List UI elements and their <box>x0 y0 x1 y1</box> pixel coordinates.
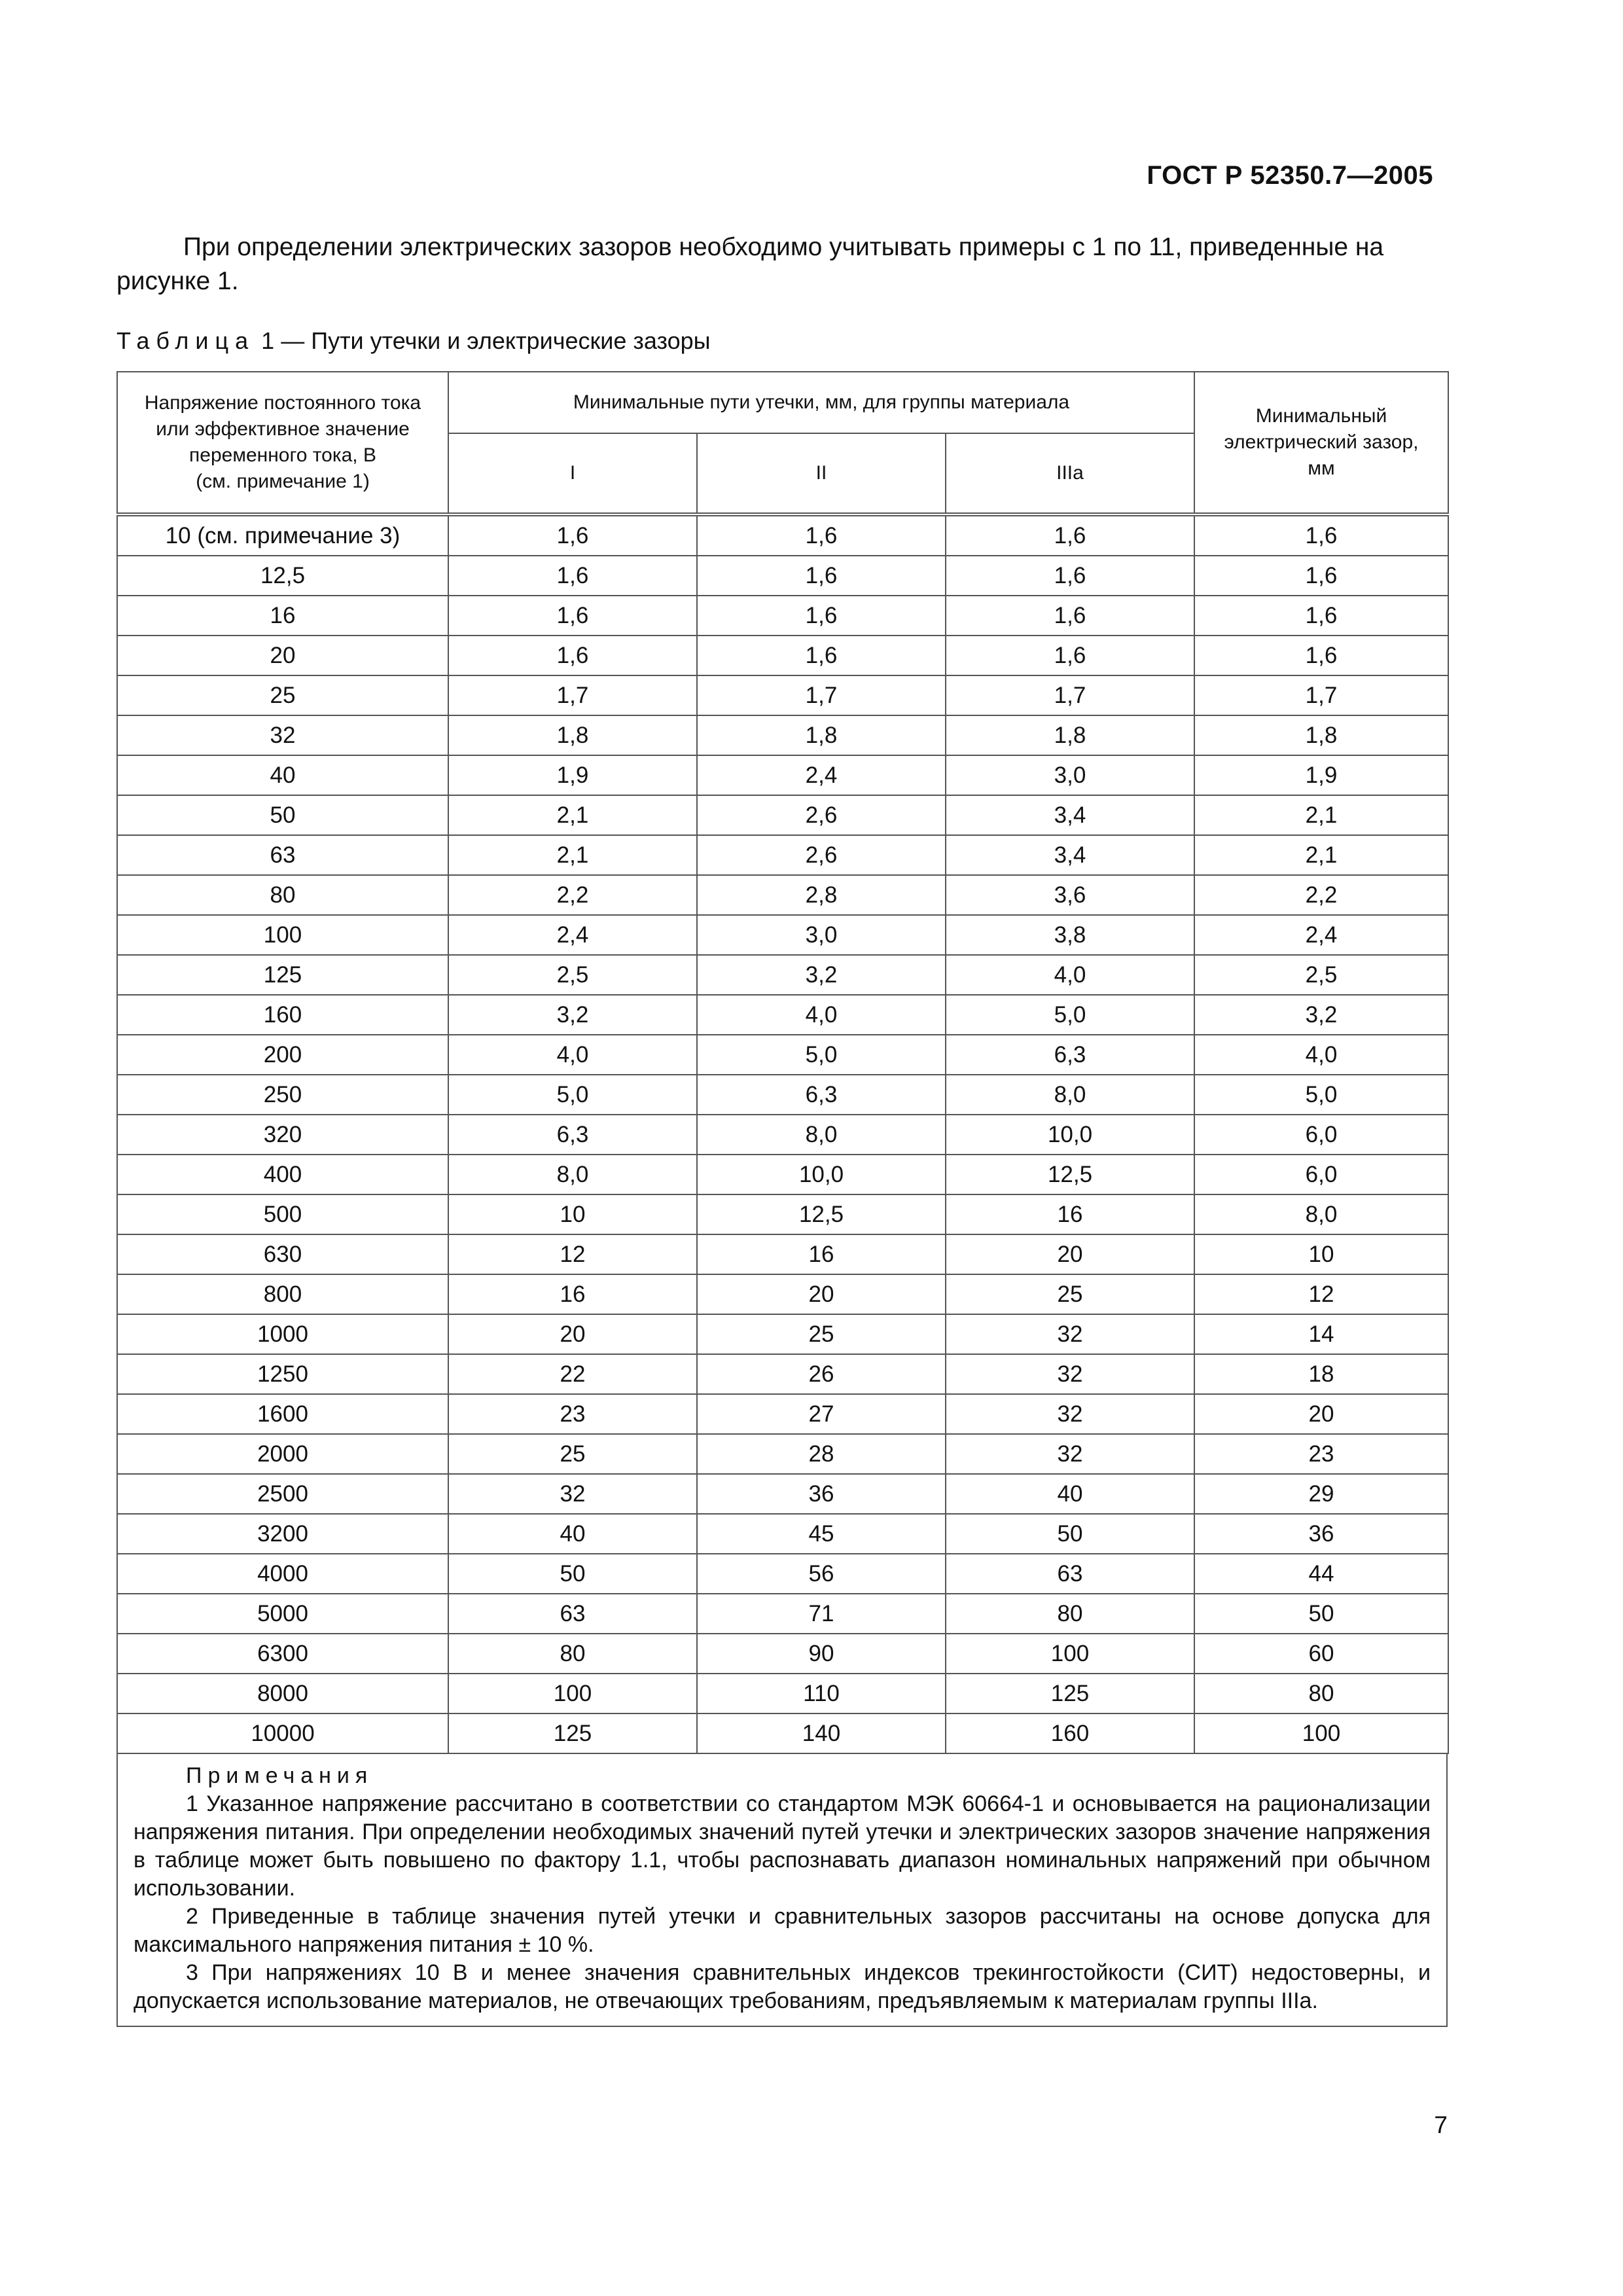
table-row <box>117 1354 1448 1394</box>
cell-group-i: 100 <box>448 1674 697 1713</box>
header-creepage-group: Минимальные пути утечки, мм, для группы материала <box>448 372 1194 433</box>
table-row <box>117 1155 1448 1194</box>
table-row <box>117 1035 1448 1075</box>
cell-voltage: 200 <box>117 1035 448 1075</box>
cell-group-i: 1,6 <box>448 556 697 596</box>
cell-group-ii: 5,0 <box>697 1035 946 1075</box>
cell-voltage: 800 <box>117 1274 448 1314</box>
cell-clearance: 14 <box>1194 1314 1448 1354</box>
cell-group-iiia: 3,8 <box>946 915 1194 955</box>
table-row <box>117 835 1448 875</box>
table-row <box>117 1314 1448 1354</box>
table-row <box>117 995 1448 1035</box>
header-clearance-line: мм <box>1308 457 1335 479</box>
cell-voltage: 8000 <box>117 1674 448 1713</box>
cell-clearance: 12 <box>1194 1274 1448 1314</box>
table-row <box>117 875 1448 915</box>
cell-group-ii: 3,2 <box>697 955 946 995</box>
cell-group-i: 50 <box>448 1554 697 1594</box>
cell-group-i: 16 <box>448 1274 697 1314</box>
cell-group-iiia: 1,7 <box>946 675 1194 715</box>
cell-clearance: 1,6 <box>1194 636 1448 675</box>
header-clearance-line: электрический зазор, <box>1224 431 1419 453</box>
cell-group-ii: 90 <box>697 1634 946 1674</box>
table-caption-text: 1 — Пути утечки и электрические зазоры <box>261 327 711 354</box>
cell-group-ii: 1,6 <box>697 636 946 675</box>
cell-group-i: 1,6 <box>448 636 697 675</box>
cell-clearance: 1,6 <box>1194 514 1448 556</box>
header-voltage <box>117 372 448 514</box>
table-row <box>117 1115 1448 1155</box>
cell-group-i: 1,6 <box>448 514 697 556</box>
cell-group-i: 6,3 <box>448 1115 697 1155</box>
cell-voltage: 4000 <box>117 1554 448 1594</box>
cell-clearance: 6,0 <box>1194 1155 1448 1194</box>
cell-group-iiia: 32 <box>946 1314 1194 1354</box>
header-group-iiia: IIIa <box>946 433 1194 514</box>
cell-group-i: 12 <box>448 1234 697 1274</box>
cell-clearance: 80 <box>1194 1674 1448 1713</box>
cell-group-i: 63 <box>448 1594 697 1634</box>
cell-voltage: 50 <box>117 795 448 835</box>
table-row <box>117 1234 1448 1274</box>
cell-group-ii: 16 <box>697 1234 946 1274</box>
cell-clearance: 2,2 <box>1194 875 1448 915</box>
cell-group-ii: 8,0 <box>697 1115 946 1155</box>
cell-group-i: 10 <box>448 1194 697 1234</box>
notes-block <box>116 1754 1448 2027</box>
cell-group-ii: 110 <box>697 1674 946 1713</box>
cell-group-ii: 1,6 <box>697 514 946 556</box>
header-clearance <box>1194 372 1448 514</box>
cell-clearance: 1,9 <box>1194 755 1448 795</box>
cell-group-iiia: 6,3 <box>946 1035 1194 1075</box>
cell-group-i: 1,8 <box>448 715 697 755</box>
header-clearance-line: Минимальный <box>1255 405 1387 427</box>
cell-group-i: 2,1 <box>448 795 697 835</box>
cell-clearance: 1,6 <box>1194 556 1448 596</box>
note-item: 3 При напряжениях 10 В и менее значения сравнительных индексов трекингостойкости (СИТ) недостоверны, и допускается использование материалов, не отвечающих требованиям, предъявляемым к материалам группы IIIa. <box>134 1960 1431 2013</box>
cell-group-ii: 2,6 <box>697 795 946 835</box>
table-row <box>117 1514 1448 1554</box>
cell-clearance: 10 <box>1194 1234 1448 1274</box>
cell-group-ii: 2,4 <box>697 755 946 795</box>
header-voltage-line: Напряжение постоянного тока <box>144 392 421 414</box>
table-body <box>117 514 1448 1753</box>
intro-paragraph: При определении электрических зазоров необходимо учитывать примеры с 1 по 11, приведенные на рисунке 1. <box>116 233 1384 295</box>
table-row <box>117 514 1448 556</box>
table-row <box>117 1075 1448 1115</box>
cell-group-ii: 2,8 <box>697 875 946 915</box>
cell-group-i: 40 <box>448 1514 697 1554</box>
cell-group-iiia: 160 <box>946 1713 1194 1753</box>
table-row <box>117 755 1448 795</box>
cell-group-ii: 45 <box>697 1514 946 1554</box>
cell-voltage: 40 <box>117 755 448 795</box>
table-row <box>117 675 1448 715</box>
cell-clearance: 1,7 <box>1194 675 1448 715</box>
cell-clearance: 2,4 <box>1194 915 1448 955</box>
cell-group-iiia: 1,6 <box>946 596 1194 636</box>
cell-group-iiia: 50 <box>946 1514 1194 1554</box>
cell-group-ii: 26 <box>697 1354 946 1394</box>
cell-clearance: 50 <box>1194 1594 1448 1634</box>
cell-voltage: 500 <box>117 1194 448 1234</box>
cell-clearance: 23 <box>1194 1434 1448 1474</box>
cell-clearance: 100 <box>1194 1713 1448 1753</box>
cell-group-iiia: 10,0 <box>946 1115 1194 1155</box>
cell-group-i: 20 <box>448 1314 697 1354</box>
cell-clearance: 3,2 <box>1194 995 1448 1035</box>
cell-voltage: 5000 <box>117 1594 448 1634</box>
cell-group-iiia: 1,6 <box>946 636 1194 675</box>
cell-voltage: 6300 <box>117 1634 448 1674</box>
cell-group-ii: 4,0 <box>697 995 946 1035</box>
cell-group-iiia: 1,6 <box>946 556 1194 596</box>
cell-group-i: 80 <box>448 1634 697 1674</box>
cell-group-iiia: 5,0 <box>946 995 1194 1035</box>
cell-group-iiia: 3,4 <box>946 835 1194 875</box>
cell-group-iiia: 63 <box>946 1554 1194 1594</box>
table-row <box>117 1194 1448 1234</box>
table-row <box>117 1554 1448 1594</box>
cell-voltage: 1000 <box>117 1314 448 1354</box>
cell-group-i: 2,2 <box>448 875 697 915</box>
cell-voltage: 630 <box>117 1234 448 1274</box>
cell-group-i: 125 <box>448 1713 697 1753</box>
cell-voltage: 2500 <box>117 1474 448 1514</box>
cell-group-i: 32 <box>448 1474 697 1514</box>
cell-voltage: 160 <box>117 995 448 1035</box>
cell-group-iiia: 3,0 <box>946 755 1194 795</box>
note-item: 1 Указанное напряжение рассчитано в соответствии со стандартом МЭК 60664-1 и основывается на рационализации напряжения питания. При определении необходимых значений путей утечки и электрических зазоров значение напряжения в таблице может быть повышено по фактору 1.1, чтобы распознавать диапазон номинальных напряжений при обычном использовании. <box>134 1791 1431 1901</box>
cell-clearance: 5,0 <box>1194 1075 1448 1115</box>
cell-clearance: 36 <box>1194 1514 1448 1554</box>
cell-voltage: 125 <box>117 955 448 995</box>
table-row <box>117 1674 1448 1713</box>
table-row <box>117 596 1448 636</box>
document-number: ГОСТ Р 52350.7—2005 <box>1147 161 1433 190</box>
cell-group-i: 8,0 <box>448 1155 697 1194</box>
table-caption <box>116 327 711 355</box>
cell-group-i: 1,7 <box>448 675 697 715</box>
cell-clearance: 4,0 <box>1194 1035 1448 1075</box>
cell-clearance: 1,6 <box>1194 596 1448 636</box>
cell-group-ii: 1,6 <box>697 596 946 636</box>
cell-group-i: 23 <box>448 1394 697 1434</box>
cell-voltage: 10000 <box>117 1713 448 1753</box>
cell-group-ii: 2,6 <box>697 835 946 875</box>
page-number: 7 <box>1434 2111 1448 2138</box>
cell-group-iiia: 1,8 <box>946 715 1194 755</box>
cell-group-iiia: 4,0 <box>946 955 1194 995</box>
cell-clearance: 6,0 <box>1194 1115 1448 1155</box>
cell-voltage: 16 <box>117 596 448 636</box>
cell-group-ii: 6,3 <box>697 1075 946 1115</box>
note-item: 2 Приведенные в таблице значения путей утечки и сравнительных зазоров рассчитаны на основе допуска для максимального напряжения питания ± 10 %. <box>134 1904 1431 1957</box>
cell-voltage: 400 <box>117 1155 448 1194</box>
table-row <box>117 715 1448 755</box>
clearance-table <box>116 371 1449 1754</box>
cell-voltage: 80 <box>117 875 448 915</box>
cell-group-iiia: 125 <box>946 1674 1194 1713</box>
cell-group-ii: 12,5 <box>697 1194 946 1234</box>
cell-clearance: 44 <box>1194 1554 1448 1594</box>
cell-clearance: 2,1 <box>1194 835 1448 875</box>
cell-group-iiia: 20 <box>946 1234 1194 1274</box>
cell-clearance: 29 <box>1194 1474 1448 1514</box>
cell-group-iiia: 25 <box>946 1274 1194 1314</box>
cell-voltage: 20 <box>117 636 448 675</box>
cell-group-ii: 3,0 <box>697 915 946 955</box>
header-voltage-line: (см. примечание 1) <box>196 471 370 492</box>
cell-group-ii: 10,0 <box>697 1155 946 1194</box>
header-voltage-line: или эффективное значение <box>156 418 410 440</box>
cell-clearance: 20 <box>1194 1394 1448 1434</box>
table-row <box>117 1634 1448 1674</box>
cell-group-ii: 140 <box>697 1713 946 1753</box>
cell-group-i: 1,9 <box>448 755 697 795</box>
cell-clearance: 60 <box>1194 1634 1448 1674</box>
cell-voltage: 1600 <box>117 1394 448 1434</box>
table-row <box>117 1594 1448 1634</box>
table-row <box>117 1713 1448 1753</box>
cell-group-iiia: 16 <box>946 1194 1194 1234</box>
table-row <box>117 1474 1448 1514</box>
table-row <box>117 915 1448 955</box>
header-group-ii: II <box>697 433 946 514</box>
cell-voltage: 12,5 <box>117 556 448 596</box>
cell-voltage: 100 <box>117 915 448 955</box>
cell-voltage: 2000 <box>117 1434 448 1474</box>
cell-group-iiia: 32 <box>946 1394 1194 1434</box>
cell-group-iiia: 1,6 <box>946 514 1194 556</box>
table-row <box>117 795 1448 835</box>
cell-group-iiia: 3,4 <box>946 795 1194 835</box>
cell-group-ii: 20 <box>697 1274 946 1314</box>
cell-voltage: 25 <box>117 675 448 715</box>
cell-group-iiia: 100 <box>946 1634 1194 1674</box>
cell-group-ii: 1,6 <box>697 556 946 596</box>
cell-voltage: 250 <box>117 1075 448 1115</box>
cell-group-iiia: 40 <box>946 1474 1194 1514</box>
cell-group-ii: 27 <box>697 1394 946 1434</box>
cell-group-i: 22 <box>448 1354 697 1394</box>
cell-group-i: 1,6 <box>448 596 697 636</box>
cell-group-ii: 36 <box>697 1474 946 1514</box>
table-row <box>117 1434 1448 1474</box>
cell-voltage: 3200 <box>117 1514 448 1554</box>
cell-voltage: 32 <box>117 715 448 755</box>
table-caption-label: Таблица <box>116 327 255 354</box>
cell-clearance: 2,1 <box>1194 795 1448 835</box>
cell-clearance: 8,0 <box>1194 1194 1448 1234</box>
cell-voltage: 320 <box>117 1115 448 1155</box>
cell-group-i: 2,4 <box>448 915 697 955</box>
table-row <box>117 636 1448 675</box>
table-row <box>117 556 1448 596</box>
table-row <box>117 955 1448 995</box>
cell-group-iiia: 32 <box>946 1434 1194 1474</box>
cell-group-ii: 25 <box>697 1314 946 1354</box>
cell-group-iiia: 32 <box>946 1354 1194 1394</box>
clearance-table-container <box>116 371 1448 2027</box>
cell-group-i: 5,0 <box>448 1075 697 1115</box>
cell-group-i: 3,2 <box>448 995 697 1035</box>
header-group-i: I <box>448 433 697 514</box>
cell-group-ii: 28 <box>697 1434 946 1474</box>
header-voltage-line: переменного тока, В <box>189 444 376 466</box>
table-row <box>117 1394 1448 1434</box>
cell-clearance: 18 <box>1194 1354 1448 1394</box>
cell-group-ii: 56 <box>697 1554 946 1594</box>
cell-voltage: 10 (см. примечание 3) <box>117 514 448 556</box>
cell-clearance: 1,8 <box>1194 715 1448 755</box>
cell-group-ii: 1,8 <box>697 715 946 755</box>
cell-group-i: 25 <box>448 1434 697 1474</box>
cell-group-ii: 71 <box>697 1594 946 1634</box>
cell-group-i: 4,0 <box>448 1035 697 1075</box>
cell-group-iiia: 12,5 <box>946 1155 1194 1194</box>
table-row <box>117 1274 1448 1314</box>
cell-voltage: 63 <box>117 835 448 875</box>
cell-group-iiia: 80 <box>946 1594 1194 1634</box>
cell-voltage: 1250 <box>117 1354 448 1394</box>
cell-group-i: 2,1 <box>448 835 697 875</box>
cell-group-ii: 1,7 <box>697 675 946 715</box>
cell-clearance: 2,5 <box>1194 955 1448 995</box>
notes-title: Примечания <box>186 1763 374 1788</box>
cell-group-i: 2,5 <box>448 955 697 995</box>
cell-group-iiia: 8,0 <box>946 1075 1194 1115</box>
cell-group-iiia: 3,6 <box>946 875 1194 915</box>
